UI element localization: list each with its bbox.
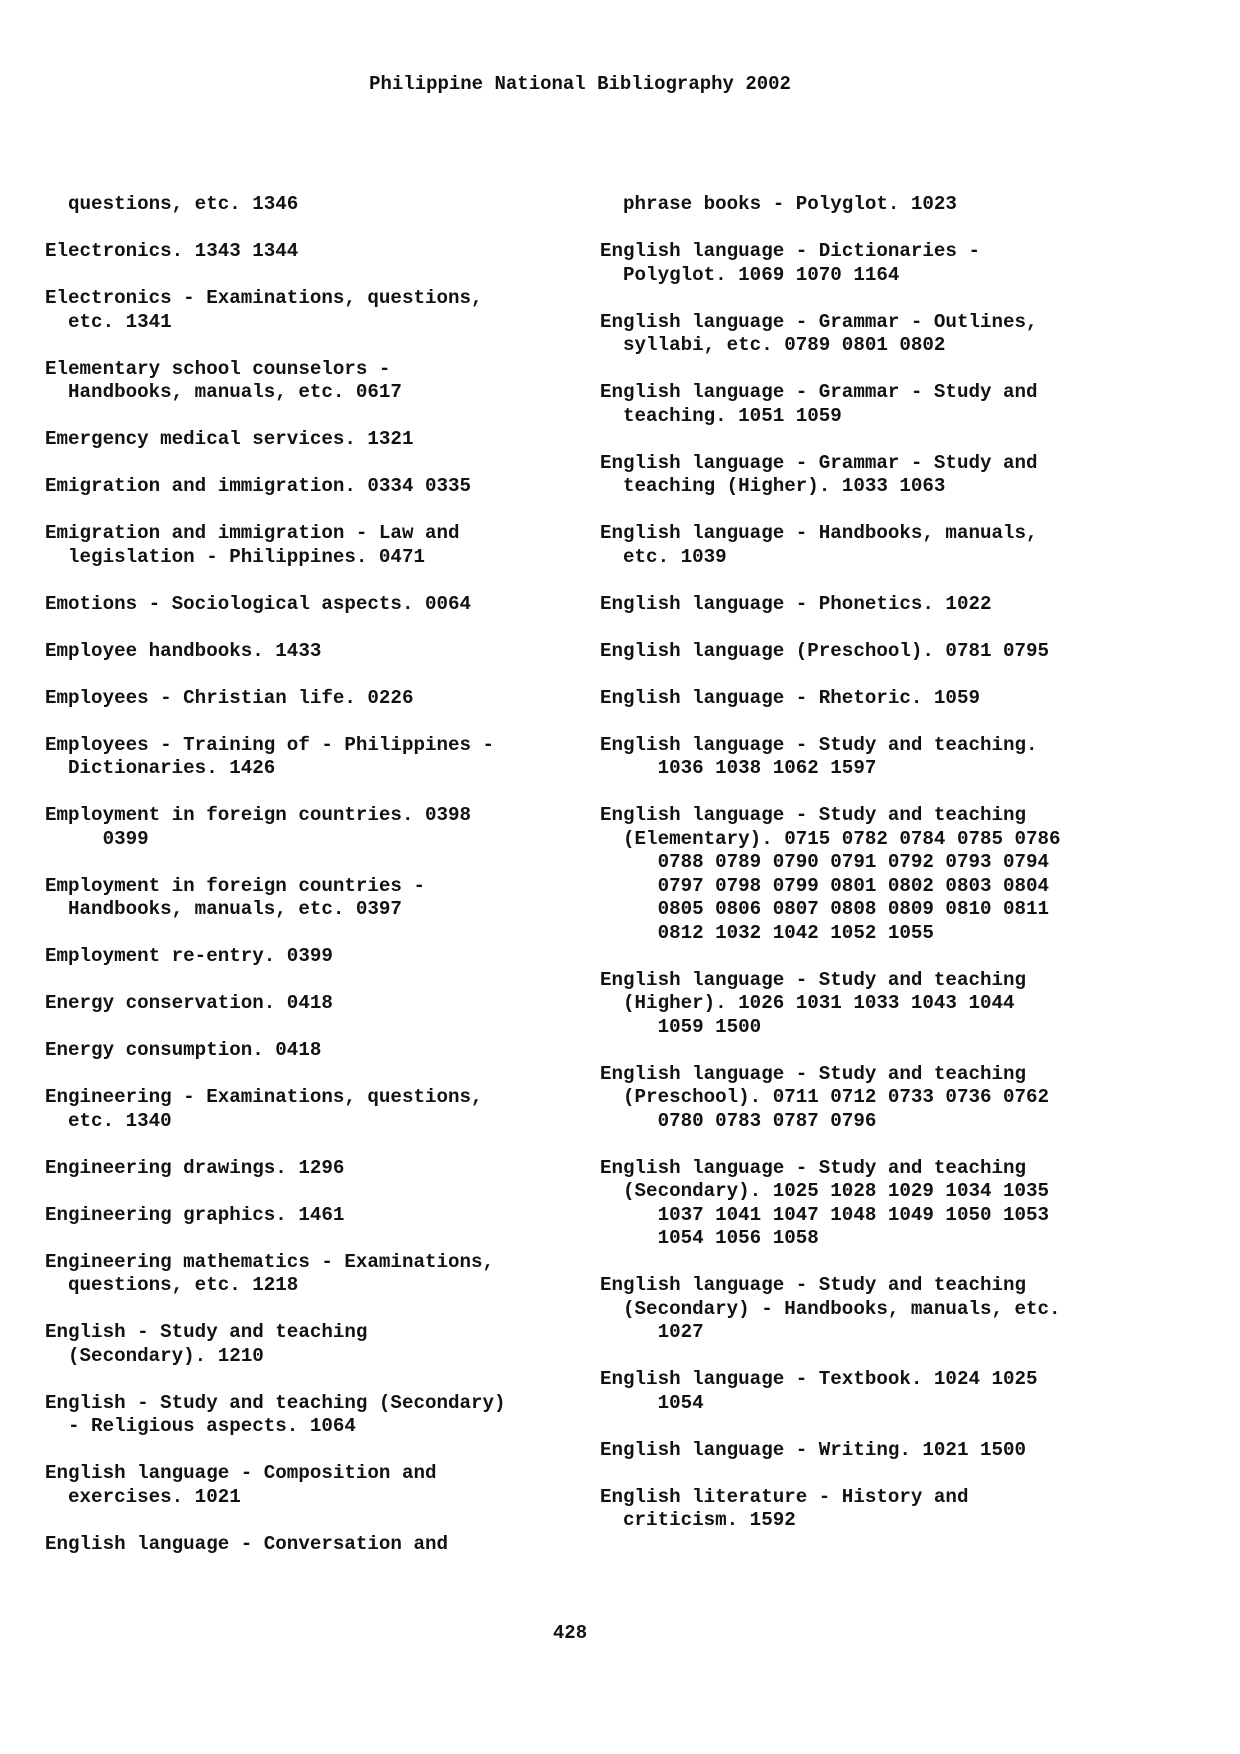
index-entry [45,475,605,499]
index-entry [600,522,1220,569]
index-entry [45,640,605,664]
index-entry [600,452,1220,499]
index-entry-line: Energy consumption. 0418 [45,1039,322,1061]
index-entry [45,1039,605,1063]
index-entry-line: Emigration and immigration - Law and [45,522,460,544]
index-entry-line: etc. 1341 [45,310,172,333]
index-entry-line: - Religious aspects. 1064 [45,1415,356,1437]
index-entry-line: English literature - History and [600,1485,969,1508]
index-entry-line: Employees - Training of - Philippines - [45,733,495,756]
index-entry-line: (Elementary). 0715 0782 0784 0785 0786 [600,827,1061,850]
index-entry [45,687,605,711]
index-entry [600,1157,1220,1251]
index-entry-line: (Secondary). 1210 [45,1344,264,1367]
index-entry-line: 1054 [600,1391,704,1414]
index-column-right [600,193,1220,1556]
index-entry-line: Electronics. 1343 1344 [45,240,299,262]
index-entry [600,969,1220,1040]
index-entry-line: English language - Grammar - Outlines, [600,310,1038,333]
index-entry-line: English language - Handbooks, manuals, [600,522,1038,544]
index-entry-line: English - Study and teaching (Secondary) [45,1391,506,1414]
index-entry-line: English language - Conversation and [45,1532,449,1555]
index-entry-line: Employment in foreign countries. 0398 [45,804,472,826]
index-entry [45,1533,605,1557]
index-entry-line: phrase books - Polyglot. 1023 [600,193,957,215]
index-entry-line: Energy conservation. 0418 [45,992,333,1014]
index-entry-line: Polyglot. 1069 1070 1164 [600,263,900,286]
index-entry [45,287,605,334]
index-entry [45,804,605,851]
index-entry-line: 0812 1032 1042 1052 1055 [600,921,934,944]
index-entry [45,1204,605,1228]
index-entry-line: teaching. 1051 1059 [600,404,842,427]
index-entry [600,593,1220,617]
index-entry-line: English language - Study and teaching [600,804,1027,826]
index-entry-line: English language - Rhetoric. 1059 [600,686,980,709]
index-entry-line: (Secondary) - Handbooks, manuals, etc. [600,1297,1061,1320]
index-entry-line: criticism. 1592 [600,1509,796,1531]
index-entry-line: Dictionaries. 1426 [45,757,276,779]
index-entry-line: teaching (Higher). 1033 1063 [600,475,946,497]
index-entry-line: Handbooks, manuals, etc. 0617 [45,381,402,403]
index-entry [600,1439,1220,1463]
index-entry [600,381,1220,428]
index-entry-line: questions, etc. 1346 [45,193,299,215]
index-entry-line: questions, etc. 1218 [45,1274,299,1296]
index-entry-line: 0797 0798 0799 0801 0802 0803 0804 [600,874,1050,897]
index-entry [45,1086,605,1133]
index-entry-line: Employment in foreign countries - [45,874,425,897]
index-entry [45,1392,605,1439]
index-entry-line: English language - Study and teaching [600,1274,1027,1296]
index-entry-line: English language (Preschool). 0781 0795 [600,639,1050,662]
index-entry [600,1274,1220,1345]
index-entry [45,1251,605,1298]
index-entry-line: 1037 1041 1047 1048 1049 1050 1053 [600,1203,1050,1226]
index-entry-line: English - Study and teaching [45,1321,368,1343]
index-entry-line: exercises. 1021 [45,1485,241,1508]
index-entry-line: Emigration and immigration. 0334 0335 [45,475,472,497]
index-entry-line: English language - Phonetics. 1022 [600,592,992,615]
index-entry-line: English language - Grammar - Study and [600,451,1038,474]
index-entry-line: Electronics - Examinations, questions, [45,287,483,309]
index-entry-line: English language - Dictionaries - [600,240,980,262]
index-entry [600,687,1220,711]
index-entry [45,522,605,569]
index-entry-line: 0805 0806 0807 0808 0809 0810 0811 [600,898,1050,920]
index-entry-line: Engineering mathematics - Examinations, [45,1250,495,1273]
index-entry [45,875,605,922]
page-header: Philippine National Bibliography 2002 [369,73,791,95]
index-entry-line: 1027 [600,1321,704,1343]
index-entry-line: Handbooks, manuals, etc. 0397 [45,898,402,920]
index-entry-line: Emotions - Sociological aspects. 0064 [45,592,472,615]
index-entry-line: Engineering drawings. 1296 [45,1156,345,1179]
index-entry-line: (Secondary). 1025 1028 1029 1034 1035 [600,1180,1050,1202]
index-entry-line: English language - Study and teaching [600,968,1027,991]
index-entry-line: Engineering graphics. 1461 [45,1203,345,1226]
index-entry-line: Employee handbooks. 1433 [45,639,322,662]
page-number: 428 [552,1622,588,1644]
index-entry-line: English language - Grammar - Study and [600,381,1038,403]
index-entry-line: Engineering - Examinations, questions, [45,1086,483,1108]
index-entry [45,1157,605,1181]
index-entry [45,945,605,969]
index-entry [600,1063,1220,1134]
index-entry-line: Elementary school counselors - [45,357,391,380]
index-entry-line: Emergency medical services. 1321 [45,428,414,450]
index-entry-line: syllabi, etc. 0789 0801 0802 [600,334,946,356]
index-entry [45,1462,605,1509]
index-entry [45,358,605,405]
index-entry [600,193,1220,217]
index-entry [45,734,605,781]
index-entry [600,1368,1220,1415]
index-entry [600,640,1220,664]
index-entry [600,311,1220,358]
index-entry [600,1486,1220,1533]
index-entry [45,1321,605,1368]
index-entry-line: (Preschool). 0711 0712 0733 0736 0762 [600,1086,1050,1108]
index-entry-line: English language - Study and teaching. [600,733,1038,756]
index-entry [45,992,605,1016]
index-entry-line: 1036 1038 1062 1597 [600,757,877,779]
index-entry [45,428,605,452]
index-entry [45,240,605,264]
index-entry-line: 1059 1500 [600,1015,762,1038]
index-entry-line: English language - Composition and [45,1462,437,1484]
index-entry-line: English language - Study and teaching [600,1062,1027,1085]
index-entry-line: Employees - Christian life. 0226 [45,686,414,709]
index-entry-line: 1054 1056 1058 [600,1227,819,1249]
index-entry [45,193,605,217]
index-entry-line: (Higher). 1026 1031 1033 1043 1044 [600,992,1015,1014]
index-entry-line: legislation - Philippines. 0471 [45,545,425,568]
index-entry-line: English language - Study and teaching [600,1156,1027,1179]
index-entry-line: 0780 0783 0787 0796 [600,1109,877,1132]
index-entry [45,593,605,617]
index-entry-line: etc. 1039 [600,545,727,568]
index-entry [600,804,1220,945]
index-entry [600,734,1220,781]
index-column-left [45,193,605,1580]
index-entry-line: Employment re-entry. 0399 [45,945,333,967]
index-entry-line: English language - Textbook. 1024 1025 [600,1368,1038,1390]
index-entry-line: 0399 [45,827,149,850]
index-entry [600,240,1220,287]
index-entry-line: 0788 0789 0790 0791 0792 0793 0794 [600,851,1050,873]
index-entry-line: etc. 1340 [45,1109,172,1132]
index-entry-line: English language - Writing. 1021 1500 [600,1438,1027,1461]
